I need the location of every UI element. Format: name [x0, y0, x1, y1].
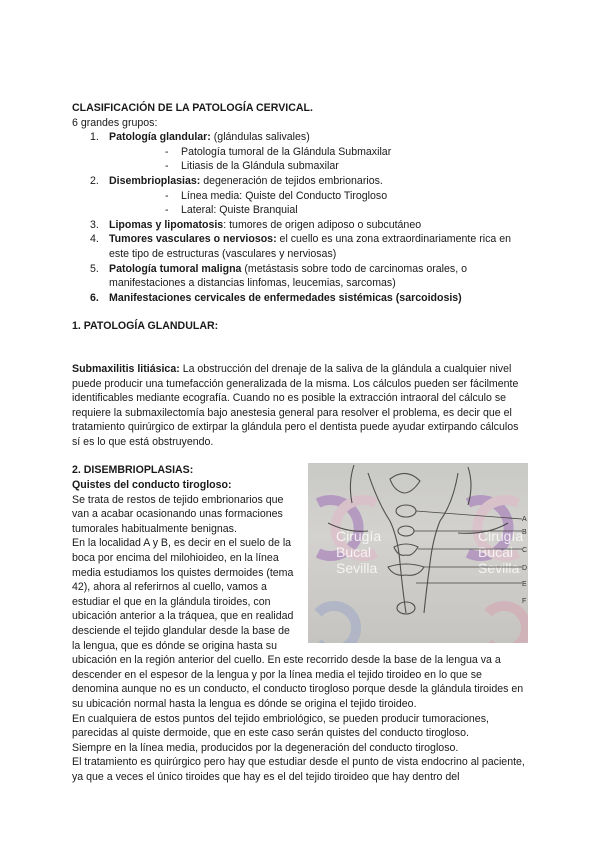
- svg-text:Bucal: Bucal: [336, 544, 372, 561]
- svg-text:Sevilla: Sevilla: [336, 560, 378, 577]
- section2-paragraph: El tratamiento es quirúrgico pero hay que estudiar desde el punto de vista endocrino al paciente, ya que a veces el único tiroides que hay es el del tejido tiroideo que hay dentro del: [72, 756, 525, 783]
- sub-item: - Patología tumoral de la Glándula Submaxilar: [165, 145, 392, 158]
- figure-label: A: [522, 516, 527, 524]
- anatomy-figure: [308, 463, 528, 643]
- figure-label: B: [522, 529, 527, 537]
- sub-item: - Lateral: Quiste Branquial: [165, 204, 298, 217]
- section2-paragraph: En cualquiera de estos puntos del tejido embriológico, se pueden producir tumoraciones, parecidas al quiste dermoide, que en este caso serán quistes del conducto tirogloso.: [72, 712, 489, 740]
- sub-list: [109, 189, 528, 218]
- list-item: 6. Manifestaciones cervicales de enfermedades sistémicas (sarcoidosis): [90, 291, 462, 304]
- section2-paragraph: Se trata de restos de tejido embrionarios que van a acabar ocasionando unas formaciones tumorales habitualmente benignas.: [72, 493, 284, 535]
- groups-list: [72, 130, 528, 305]
- list-item: 1. Patología glandular: (glándulas salivales) - Patología tumoral de la Glándula Submaxilar - Litiasis de la Glándula submaxilar: [72, 130, 528, 174]
- list-item: 4. Tumores vasculares o nerviosos: el cuello es una zona extraordinariamente rica en este tipo de estructuras (vasculares y nerviosas): [90, 233, 511, 260]
- section-heading: 2. DISEMBRIOPLASIAS:: [72, 464, 194, 477]
- sub-list: [109, 145, 528, 174]
- document-body: [72, 101, 528, 785]
- list-item: 3. Lipomas y lipomatosis: tumores de origen adiposo o subcutáneo: [90, 218, 422, 231]
- section2-paragraph: Siempre en la línea media, producidos por la degeneración del conducto tirogloso.: [72, 741, 459, 754]
- section-heading: 1. PATOLOGÍA GLANDULAR:: [72, 320, 219, 333]
- intro-text: 6 grandes grupos:: [72, 116, 158, 129]
- figure-label: D: [522, 565, 528, 573]
- document-title: CLASIFICACIÓN DE LA PATOLOGÍA CERVICAL.: [72, 102, 313, 114]
- sub-item: - Línea media: Quiste del Conducto Tirogloso: [165, 189, 388, 202]
- list-item: 2. Disembrioplasias: degeneración de tejidos embrionarios. - Línea media: Quiste del Conducto Tirogloso - Lateral: Quiste Branquial: [72, 174, 528, 218]
- list-item: 5. Patología tumoral maligna (metástasis sobre todo de carcinomas orales, o manifestaciones a distancias linfomas, leucemias, sarcomas): [90, 262, 467, 290]
- figure-label: F: [522, 598, 527, 606]
- figure-label: C: [522, 547, 528, 555]
- anatomy-illustration: [308, 463, 528, 643]
- svg-text:Bucal: Bucal: [478, 544, 514, 561]
- sub-item: - Litiasis de la Glándula submaxilar: [165, 160, 339, 173]
- svg-text:Sevilla: Sevilla: [478, 560, 520, 577]
- svg-text:Cirugía: Cirugía: [478, 528, 524, 545]
- section1-paragraph: Submaxilitis litiásica: La obstrucción del drenaje de la saliva de la glándula a cualquier nivel puede producir una tumefacción generalizada de la misma. Los cálculos pueden ser fácilmente identificables mediante ecografía. Cuando no es posible la extracción intraoral del cálculo se requiere la submaxilectomía bajo anestesia general para resolver el problema, es decir que el tratamiento quirúrgico de extirpar la glándula pero el dentista puede ayudar extirpando cálculos sí es lo que está obstruyendo.: [72, 362, 519, 448]
- subsection-heading: Quistes del conducto tirogloso:: [72, 479, 232, 492]
- figure-label: E: [522, 581, 527, 589]
- watermark-text: Cirugía: [336, 528, 382, 545]
- section2-paragraph: En la localidad A y B, es decir en el suelo de la boca por encima del milohioideo, en la línea media estudiamos los quistes dermoides (tema 42), ahora al referirnos al cuello, vamos a estudiar el que en la glándula tiroides, con ubicación anterior a la tráquea, que en realidad desciende el tejido glandular desde la base de la lengua, que es dónde se origina hasta su ubicación en la región anterior del cuello. En este recorrido desde la base de la lengua va a descender en el espesor de la lengua y por la línea media el tejido tiroideo en lo que se denomina aunque no es un conducto, el conducto tirogloso porque desde la glándula tiroides en su ubicación normal hasta la lengua es dónde se origina el tejido tiroideo.: [72, 537, 524, 710]
